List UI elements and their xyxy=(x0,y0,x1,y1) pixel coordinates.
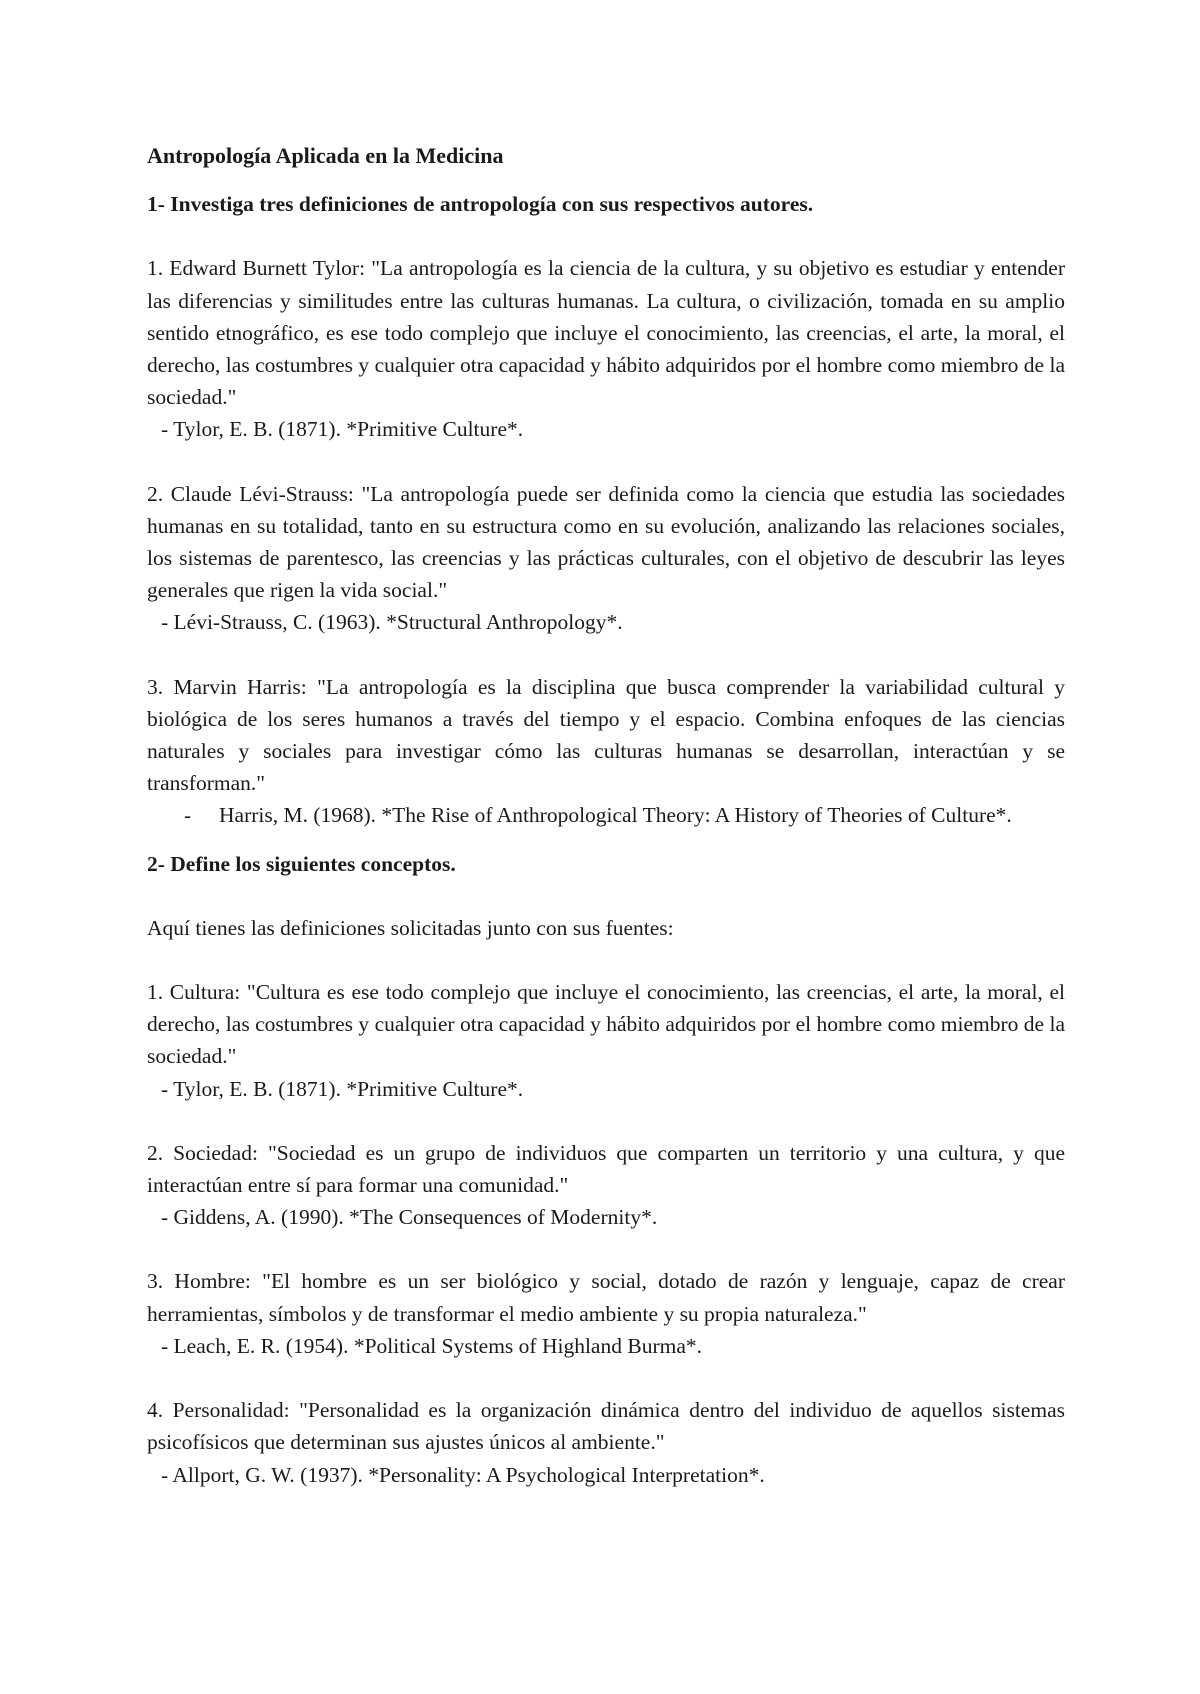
spacer xyxy=(147,1362,1065,1394)
spacer xyxy=(147,446,1065,478)
document-title: Antropología Aplicada en la Medicina xyxy=(147,143,504,168)
citation-personalidad: - Allport, G. W. (1937). *Personality: A Psychological Interpretation*. xyxy=(161,1462,765,1487)
definition-levi-strauss: 2. Claude Lévi-Strauss: "La antropología puede ser definida como la ciencia que estudia las sociedades humanas en su totalidad, tanto en su estructura como en su evolución, analizando las relaciones sociales, los sistemas de parentesco, las creencias y las prácticas culturales, con el objetivo de descubrir las leyes generales que rigen la vida social." xyxy=(147,481,1065,603)
question-2-heading: 2- Define los siguientes conceptos. xyxy=(147,851,456,876)
document-page xyxy=(147,140,1065,1491)
spacer xyxy=(147,639,1065,671)
question-1-heading: 1- Investiga tres definiciones de antropología con sus respectivos autores. xyxy=(147,192,814,217)
spacer xyxy=(147,1233,1065,1265)
definition-harris: 3. Marvin Harris: "La antropología es la disciplina que busca comprender la variabilidad cultural y biológica de los seres humanos a través del tiempo y el espacio. Combina enfoques de las ciencias naturales y sociales para investigar cómo las culturas humanas se desarrollan, interactúan y se transforman." xyxy=(147,674,1065,796)
concept-personalidad: 4. Personalidad: "Personalidad es la organización dinámica dentro del individuo de aquellos sistemas psicofísicos que determinan sus ajustes únicos al ambiente." xyxy=(147,1398,1065,1455)
citation-sociedad: - Giddens, A. (1990). *The Consequences of Modernity*. xyxy=(161,1205,658,1230)
citation-tylor: - Tylor, E. B. (1871). *Primitive Culture*. xyxy=(161,417,524,442)
concept-hombre: 3. Hombre: "El hombre es un ser biológico y social, dotado de razón y lenguaje, capaz de crear herramientas, símbolos y de transformar el medio ambiente y su propia naturaleza." xyxy=(147,1269,1065,1326)
list-dash: - xyxy=(184,803,192,828)
definition-tylor: 1. Edward Burnett Tylor: "La antropología es la ciencia de la cultura, y su objetivo es estudiar y entender las diferencias y similitudes entre las culturas humanas. La cultura, o civilización, tomada en su amplio sentido etnográfico, es ese todo complejo que incluye el conocimiento, las creencias, el arte, la moral, el derecho, las costumbres y cualquier otra capacidad y hábito adquiridos por el hombre como miembro de la sociedad." xyxy=(147,256,1065,410)
spacer xyxy=(147,880,1065,912)
spacer xyxy=(147,944,1065,976)
spacer xyxy=(147,1105,1065,1137)
spacer xyxy=(147,220,1065,252)
citation-levi-strauss: - Lévi-Strauss, C. (1963). *Structural Anthropology*. xyxy=(161,610,623,635)
citation-harris-list xyxy=(147,799,1065,831)
concept-cultura: 1. Cultura: "Cultura es ese todo complejo que incluye el conocimiento, las creencias, el arte, la moral, el derecho, las costumbres y cualquier otra capacidad y hábito adquiridos por el hombre como miembro de la sociedad." xyxy=(147,980,1065,1069)
citation-hombre: - Leach, E. R. (1954). *Political Systems of Highland Burma*. xyxy=(161,1333,702,1358)
citation-harris: Harris, M. (1968). *The Rise of Anthropological Theory: A History of Theories of Culture*. xyxy=(219,803,1012,828)
section-2-intro: Aquí tienes las definiciones solicitadas junto con sus fuentes: xyxy=(147,915,674,940)
citation-cultura: - Tylor, E. B. (1871). *Primitive Culture*. xyxy=(161,1076,524,1101)
concept-sociedad: 2. Sociedad: "Sociedad es un grupo de individuos que comparten un territorio y una cultura, y que interactúan entre sí para formar una comunidad." xyxy=(147,1140,1065,1198)
